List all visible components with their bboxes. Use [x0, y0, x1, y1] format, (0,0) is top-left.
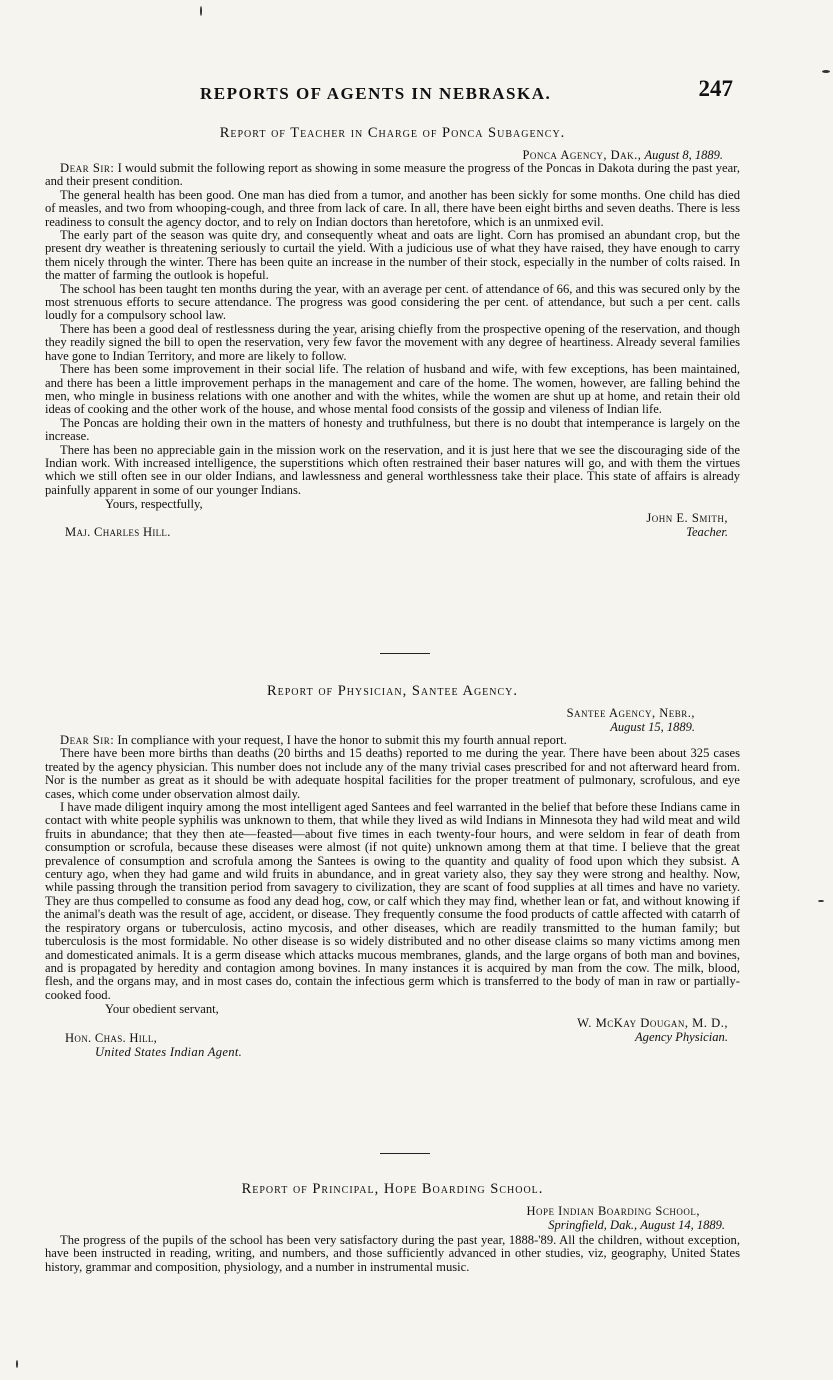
ponca-signer-name: John E. Smith, [646, 511, 728, 526]
running-head: REPORTS OF AGENTS IN NEBRASKA. [200, 84, 552, 103]
santee-paragraph-1: There have been more births than deaths (20 births and 15 deaths) reported to me during the year. There have been about 325 cases treated by the agency physician. This number does not include any of the many trivial cases prescribed for and not afterward heard from. Nor is the number as great as it should be with adequate hospital facilities for the proper treatment of pulmonary, scrofulous, and eye cases, which come under observation almost daily. [45, 746, 740, 801]
hope-place: Hope Indian Boarding School, [526, 1204, 700, 1218]
page-number: 247 [698, 76, 733, 101]
scan-speck [818, 900, 824, 902]
santee-signer-name: W. McKay Dougan, M. D., [577, 1016, 728, 1031]
hope-paragraph-0: The progress of the pupils of the school has been very satisfactory during the past year, 1888-'89. All the children, without exception, have been instructed in reading, writing, and numbers, and those sufficiently advanced in other studies, viz, geography, United States history, grammar and composition, physiology, and a number in instrumental music. [45, 1233, 740, 1274]
santee-signature [45, 1016, 740, 1062]
santee-date: August 15, 1889. [610, 720, 695, 734]
ponca-date: August 8, 1889. [644, 148, 723, 162]
santee-salutation: Dear Sir: [60, 733, 115, 747]
santee-signer-title: Agency Physician. [634, 1030, 728, 1045]
hope-dateline [45, 1204, 740, 1232]
ponca-addressee: Maj. Charles Hill. [65, 525, 171, 540]
page-header [45, 76, 735, 106]
santee-addressee-title: United States Indian Agent. [95, 1045, 243, 1060]
scan-speck [822, 70, 830, 73]
santee-paragraph-2: I have made diligent inquiry among the most intelligent aged Santees and feel warranted in the belief that before these Indians came in contact with white people syphilis was unknown to them, that while they lived as wild Indians in Minnesota they had wild meat and wild fruits in abundance; that they then ate—feasted—about five times in each twenty-four hours, and were seldom in fear of death from consumption or scrofula, because these diseases were almost (if not quite) unknown among them at that time. I believe that the great prevalence of consumption and scrofula among the Santees is owing to the quantity and quality of food upon which they subsist. A century ago, when they had game and wild fruits in abundance, and in great variety also, they say they were strong and healthy. Now, while passing through the transition period from savagery to civilization, they are scant of food supplies at all times and have no variety. They are thus compelled to consume as food any dead hog, cow, or calf which they may find, whether lean or fat, and without knowing if the animal's death was the result of age, accident, or disease. They frequently consume the food products of cattle affected with catarrh of the respiratory organs or tuberculosis, actino mycosis, and other diseases, which are readily transmitted to the human family; but tuberculosis is the most formidable. No other disease is so widely distributed and no other disease claims so many victims among men and domesticated animals. It is a germ disease which attacks mucous membranes, glands, and the large organs of both man and bovines, and is propagated by heredity and contagion among bovines. In many instances it is acquired by man from the cow. The milk, blood, flesh, and the organs may, and in most cases do, contain the infectious germ which is transferred to the body of man in raw or partially-cooked food. [45, 800, 740, 1002]
ponca-paragraph-7: There has been no appreciable gain in the mission work on the reservation, and it is just here that we see the discouraging side of the Indian work. With increased intelligence, the superstitions which often restrained their baser natures will go, and with them the virtues which we still often see in our older Indians, and lawlessness and general worthlessness take their place. This state of affairs is already painfully apparent in some of our younger Indians. [45, 442, 740, 497]
ponca-paragraph-4: There has been a good deal of restlessness during the year, arising chiefly from the prospective opening of the reservation, and though they readily signed the bill to open the reservation, very few favor the movement with any degree of heartiness. Already several families have gone to Indian Territory, and more are likely to follow. [45, 321, 740, 363]
ponca-dateline [45, 148, 740, 162]
hope-date: August 14, 1889. [640, 1218, 725, 1232]
ponca-paragraph-3: The school has been taught ten months during the year, with an average per cent. of attendance of 66, and this was secured only by the most strenuous efforts to secure attendance. The progress was good considering the per cent. of attendance, but such a per cent. calls loudly for a compulsory school law. [45, 281, 740, 323]
section-divider-2 [380, 1153, 430, 1154]
ponca-salutation: Dear Sir: [60, 161, 115, 175]
ponca-place: Ponca Agency, Dak., [522, 148, 642, 162]
ponca-report [45, 124, 740, 541]
santee-report [45, 682, 740, 1062]
santee-place: Santee Agency, Nebr., [566, 706, 695, 720]
santee-paragraph-0: Dear Sir: In compliance with your request, I have the honor to submit this my fourth annual report. [60, 733, 567, 747]
section-divider [380, 653, 430, 654]
hope-title: Report of Principal, Hope Boarding School. [241, 1181, 544, 1197]
ponca-signature [45, 511, 740, 541]
ponca-signer-title: Teacher. [686, 525, 728, 540]
hope-place2: Springfield, Dak., [548, 1218, 638, 1232]
santee-title: Report of Physician, Santee Agency. [266, 683, 519, 699]
scan-speck [200, 6, 202, 16]
ponca-paragraph-1: The general health has been good. One man has died from a tumor, and another has been sickly for some months. One child has died of measles, and two from whooping-cough, and three from lack of care. In all, there have been eight births and seven deaths. There is less readiness to consult the agency doctor, and to rely on Indian doctors than heretofore, which is an unmixed evil. [45, 187, 740, 229]
hope-report [45, 1180, 740, 1274]
ponca-title: Report of Teacher in Charge of Ponca Subagency. [219, 125, 566, 141]
santee-addressee: Hon. Chas. Hill, United States Indian Agent. [65, 1031, 243, 1060]
santee-closing: Your obedient servant, [105, 1002, 219, 1017]
ponca-paragraph-6: The Poncas are holding their own in the matters of honesty and truthfulness, but there is no doubt that intemperance is largely on the increase. [45, 415, 740, 444]
ponca-paragraph-2: The early part of the season was quite dry, and consequently wheat and oats are light. Corn has promised an abundant crop, but the present dry weather is threatening seriously to curtail the yield. With a judicious use of what they have raised, they have enough to carry them nicely through the winter. There has been quite an increase in the number of their stock, especially in the number of colts raised. In the matter of farming the outlook is hopeful. [45, 228, 740, 283]
scan-speck [16, 1360, 18, 1368]
ponca-paragraph-0: Dear Sir: I would submit the following report as showing in some measure the progress of the Poncas in Dakota during the past year, and their present condition. [45, 161, 741, 189]
ponca-paragraph-5: There has been some improvement in their social life. The relation of husband and wife, with few exceptions, has been maintained, and there has been a little improvement perhaps in the management and care of the home. The women, however, are falling behind the men, who mingle in business relations with one another and with the whites, while the women are shut up at home, and retain their old ideas of cooking and the other work of the house, and whose mental food consists of the gossip and vileness of Indian life. [45, 362, 740, 417]
ponca-closing: Yours, respectfully, [105, 497, 203, 512]
santee-dateline [45, 706, 740, 734]
